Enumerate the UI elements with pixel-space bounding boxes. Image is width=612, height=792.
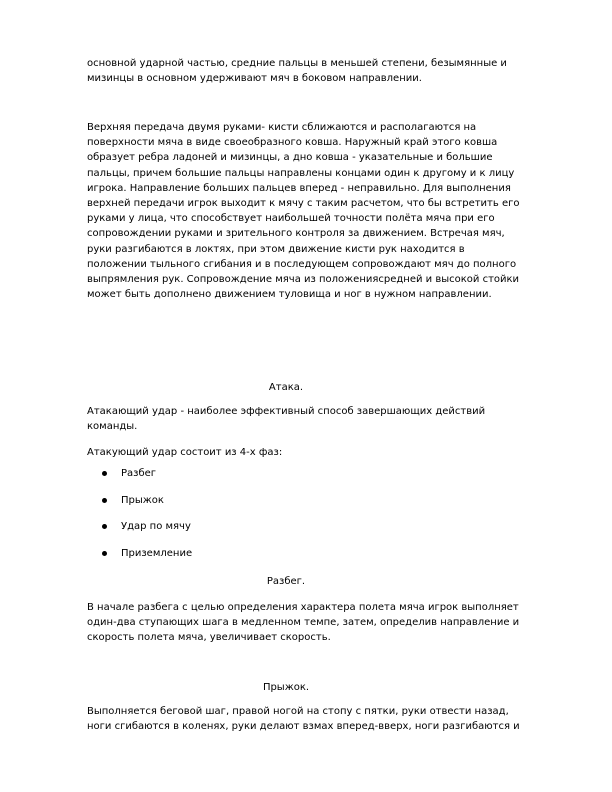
paragraph-jump: Выполняется беговой шаг, правой ногой на стопу с пятки, руки отвести назад, ноги сгибаются в коленях, руки делают взмах вперед-вверх, ноги разгибаются и <box>87 706 520 733</box>
paragraph-runup: В начале разбега с целью определения характера полета мяча игрок выполняет один-два ступающих шага в медленном темпе, затем, определив направление и скорость полета мяча, увеличивает скорость. <box>87 602 520 644</box>
list-item <box>87 519 192 546</box>
paragraph-attack-phases: Атакующий удар состоит из 4-х фаз: <box>87 447 283 458</box>
list-item-label: Разбег <box>121 468 157 479</box>
phases-list <box>87 466 192 573</box>
heading-runup: Разбег. <box>266 576 306 587</box>
paragraph-upper-pass: Верхняя передача двумя руками- кисти сближаются и располагаются на поверхности мяча в виде своеобразного ковша. Наружный край этого ковша образует ребра ладоней и мизинцы, а дно ковша - указательные и большие пальцы, причем большие пальцы направлены концами один к другому и к лицу игрока. Направление больших пальцев вперед - неправильно. Для выполнения верхней передачи игрок выходит к мячу с таким расчетом, что бы встретить его руками у лица, что способствует наибольшей точности полёта мяча при его сопровождении руками и зрительного контроля за движением. Встречая мяч, руки разгибаются в локтях, при этом движение кисти рук находится в положении тыльного сгибания и в последующем сопровождают мяч до полного выпрямления рук. Сопровождение мяча из положениясредней и высокой стойки может быть дополнено движением туловища и ног в нужном направлении. <box>87 122 520 301</box>
paragraph-intro: основной ударной частью, средние пальцы в меньшей степени, безымянные и мизинцы в основном удерживают мяч в боковом направлении. <box>87 58 507 85</box>
list-item <box>87 466 192 493</box>
list-item <box>87 493 192 520</box>
paragraph-attack-definition: Атакающий удар - наиболее эффективный способ завершающих действий команды. <box>87 406 486 433</box>
list-item-label: Удар по мячу <box>121 521 191 533</box>
bullet-icon <box>102 471 107 476</box>
heading-jump: Прыжок. <box>262 682 310 693</box>
bullet-icon <box>102 524 107 529</box>
bullet-icon <box>102 498 107 503</box>
list-item-label: Приземление <box>121 548 193 560</box>
heading-attack: Атака. <box>268 382 304 393</box>
list-item <box>87 546 192 573</box>
bullet-icon <box>102 551 107 556</box>
list-item-label: Прыжок <box>121 494 164 506</box>
